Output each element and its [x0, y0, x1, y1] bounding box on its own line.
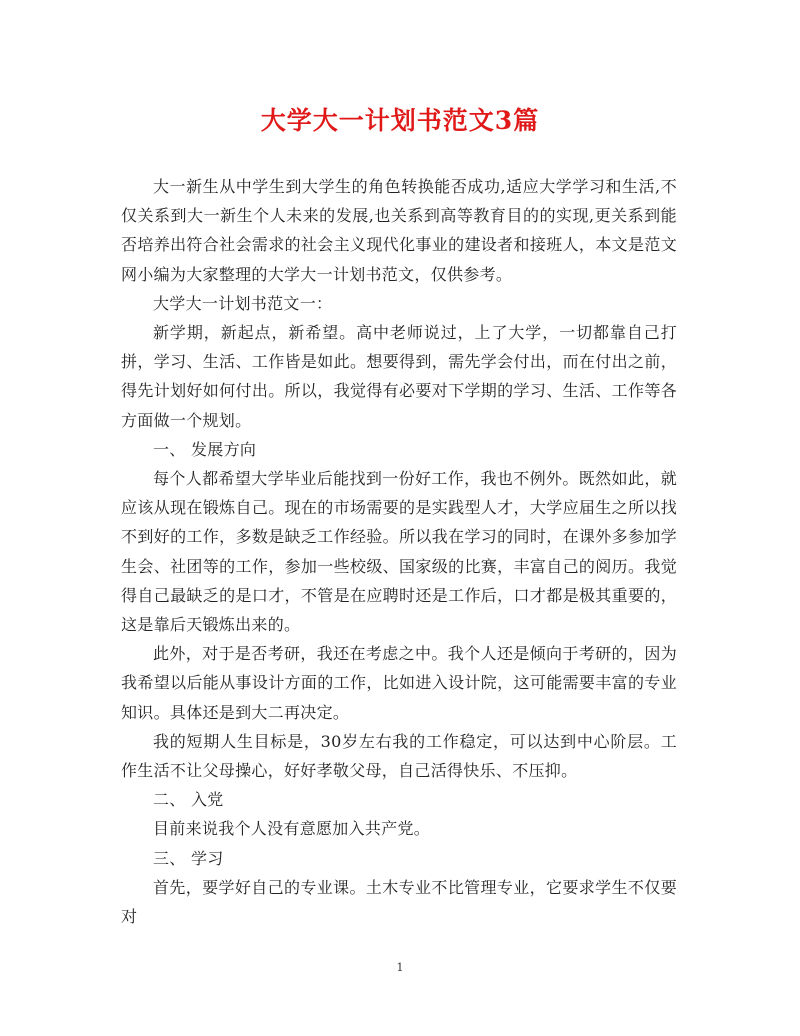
section-heading-study: 三、 学习: [153, 848, 224, 868]
section-heading-party: 二、 入党: [153, 790, 224, 810]
body-paragraph: 首先，要学好自己的专业课。土木专业不比管理专业，它要求学生不仅要对: [121, 877, 677, 927]
intro-paragraph: 大一新生从中学生到大学生的角色转换能否成功,适应大学学习和生活,不仅关系到大一新生个人未来的发展,也关系到高等教育目的的实现,更关系到能否培养出符合社会需求的社会主义现代化事业的建设者和接班人，本文是范文网小编为大家整理的大学大一计划书范文，仅供参考。: [121, 177, 677, 284]
body-paragraph: 目前来说我个人没有意愿加入共产党。: [153, 819, 431, 839]
section-heading-development: 一、 发展方向: [153, 439, 257, 459]
body-paragraph: 我的短期人生目标是，30岁左右我的工作稳定，可以达到中心阶层。工作生活不让父母操心，好好孝敬父母，自己活得快乐、不压抑。: [121, 731, 677, 781]
body-paragraph: 新学期，新起点，新希望。高中老师说过，上了大学，一切都靠自己打拼，学习、生活、工作皆是如此。想要得到，需先学会付出，而在付出之前，得先计划好如何付出。所以，我觉得有必要对下学期的学习、生活、工作等各方面做一个规划。: [121, 323, 677, 430]
document-body: [121, 172, 677, 931]
page-number: 1: [396, 961, 404, 974]
body-paragraph: 此外，对于是否考研，我还在考虑之中。我个人还是倾向于考研的，因为我希望以后能从事设计方面的工作，比如进入设计院，这可能需要丰富的专业知识。具体还是到大二再决定。: [121, 644, 677, 722]
document-title: 大学大一计划书范文3篇: [260, 106, 540, 135]
section-heading-sample-one: 大学大一计划书范文一：: [153, 293, 333, 313]
body-paragraph: 每个人都希望大学毕业后能找到一份好工作，我也不例外。既然如此，就应该从现在锻炼自己。现在的市场需要的是实践型人才，大学应届生之所以找不到好的工作，多数是缺乏工作经验。所以我在学习的同时，在课外多参加学生会、社团等的工作，参加一些校级、国家级的比赛，丰富自己的阅历。我觉得自己最缺乏的是口才，不管是在应聘时还是工作后，口才都是极其重要的，这是靠后天锻炼出来的。: [121, 469, 677, 635]
